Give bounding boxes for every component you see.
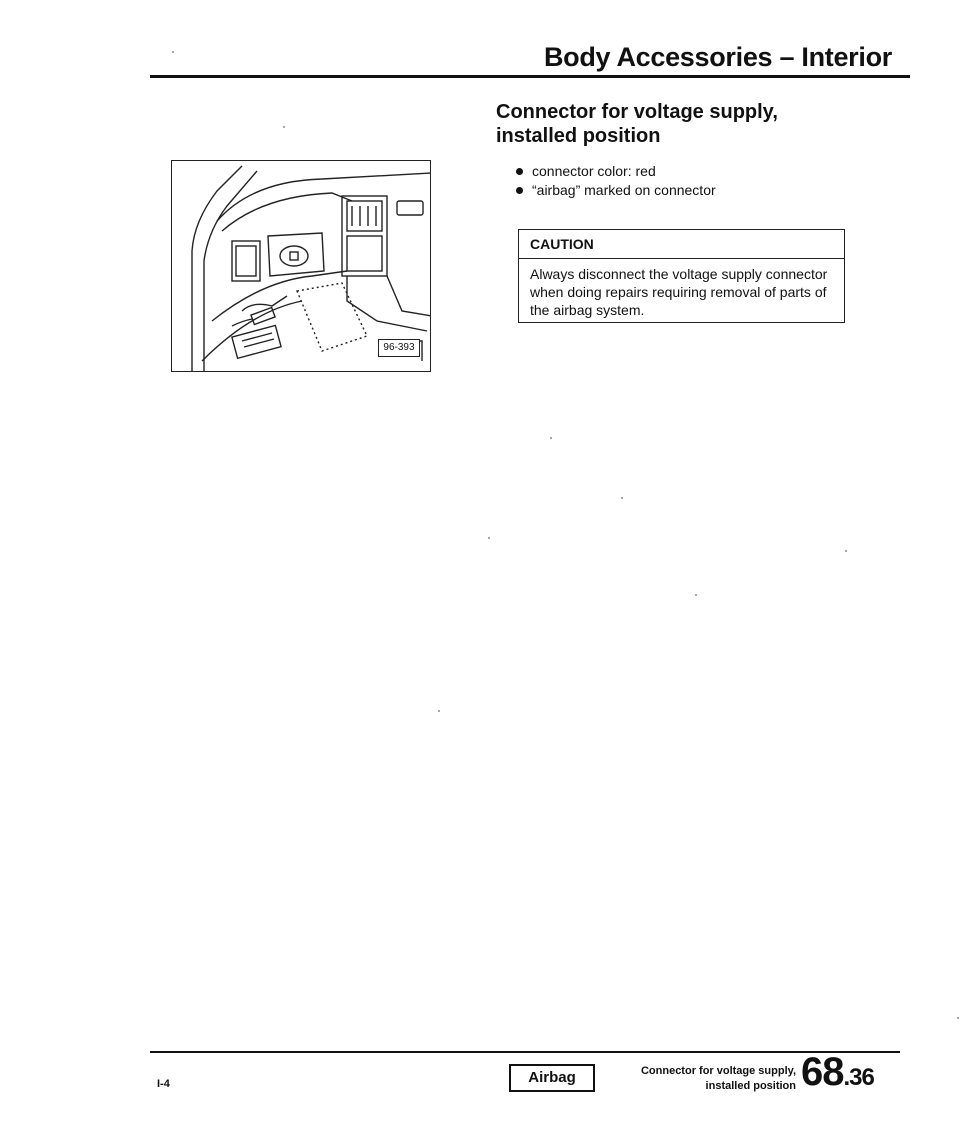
scan-speck (695, 594, 697, 596)
scan-speck (957, 1017, 959, 1019)
page-id: I-4 (157, 1078, 170, 1090)
scan-speck (283, 126, 285, 128)
scan-speck (488, 537, 490, 539)
footer-description: Connector for voltage supply, installed position (640, 1065, 796, 1092)
figure-dashboard-connector (171, 160, 431, 372)
page-number-minor: .36 (843, 1064, 874, 1091)
scan-speck (621, 497, 623, 499)
scan-speck (845, 550, 847, 552)
page-number-major: 68 (801, 1050, 844, 1094)
page-number (801, 1050, 874, 1095)
header-rule (150, 75, 910, 78)
section-title: Connector for voltage supply, installed position (496, 101, 778, 147)
bullet-list (515, 162, 716, 200)
group-tag: Airbag (509, 1064, 595, 1092)
scan-speck (172, 51, 174, 53)
bullet-item: connector color: red (515, 162, 716, 181)
scan-speck (438, 710, 440, 712)
footer-rule (150, 1051, 900, 1053)
caution-text: Always disconnect the voltage supply connector when doing repairs requiring removal of parts of the airbag system. (530, 266, 828, 318)
caution-heading: CAUTION (530, 236, 594, 252)
caution-box (518, 229, 845, 323)
bullet-item: “airbag” marked on connector (515, 181, 716, 200)
caution-divider (519, 258, 844, 259)
figure-number: 96-393 (378, 339, 420, 357)
page-header-title: Body Accessories – Interior (543, 42, 892, 72)
scan-speck (550, 437, 552, 439)
